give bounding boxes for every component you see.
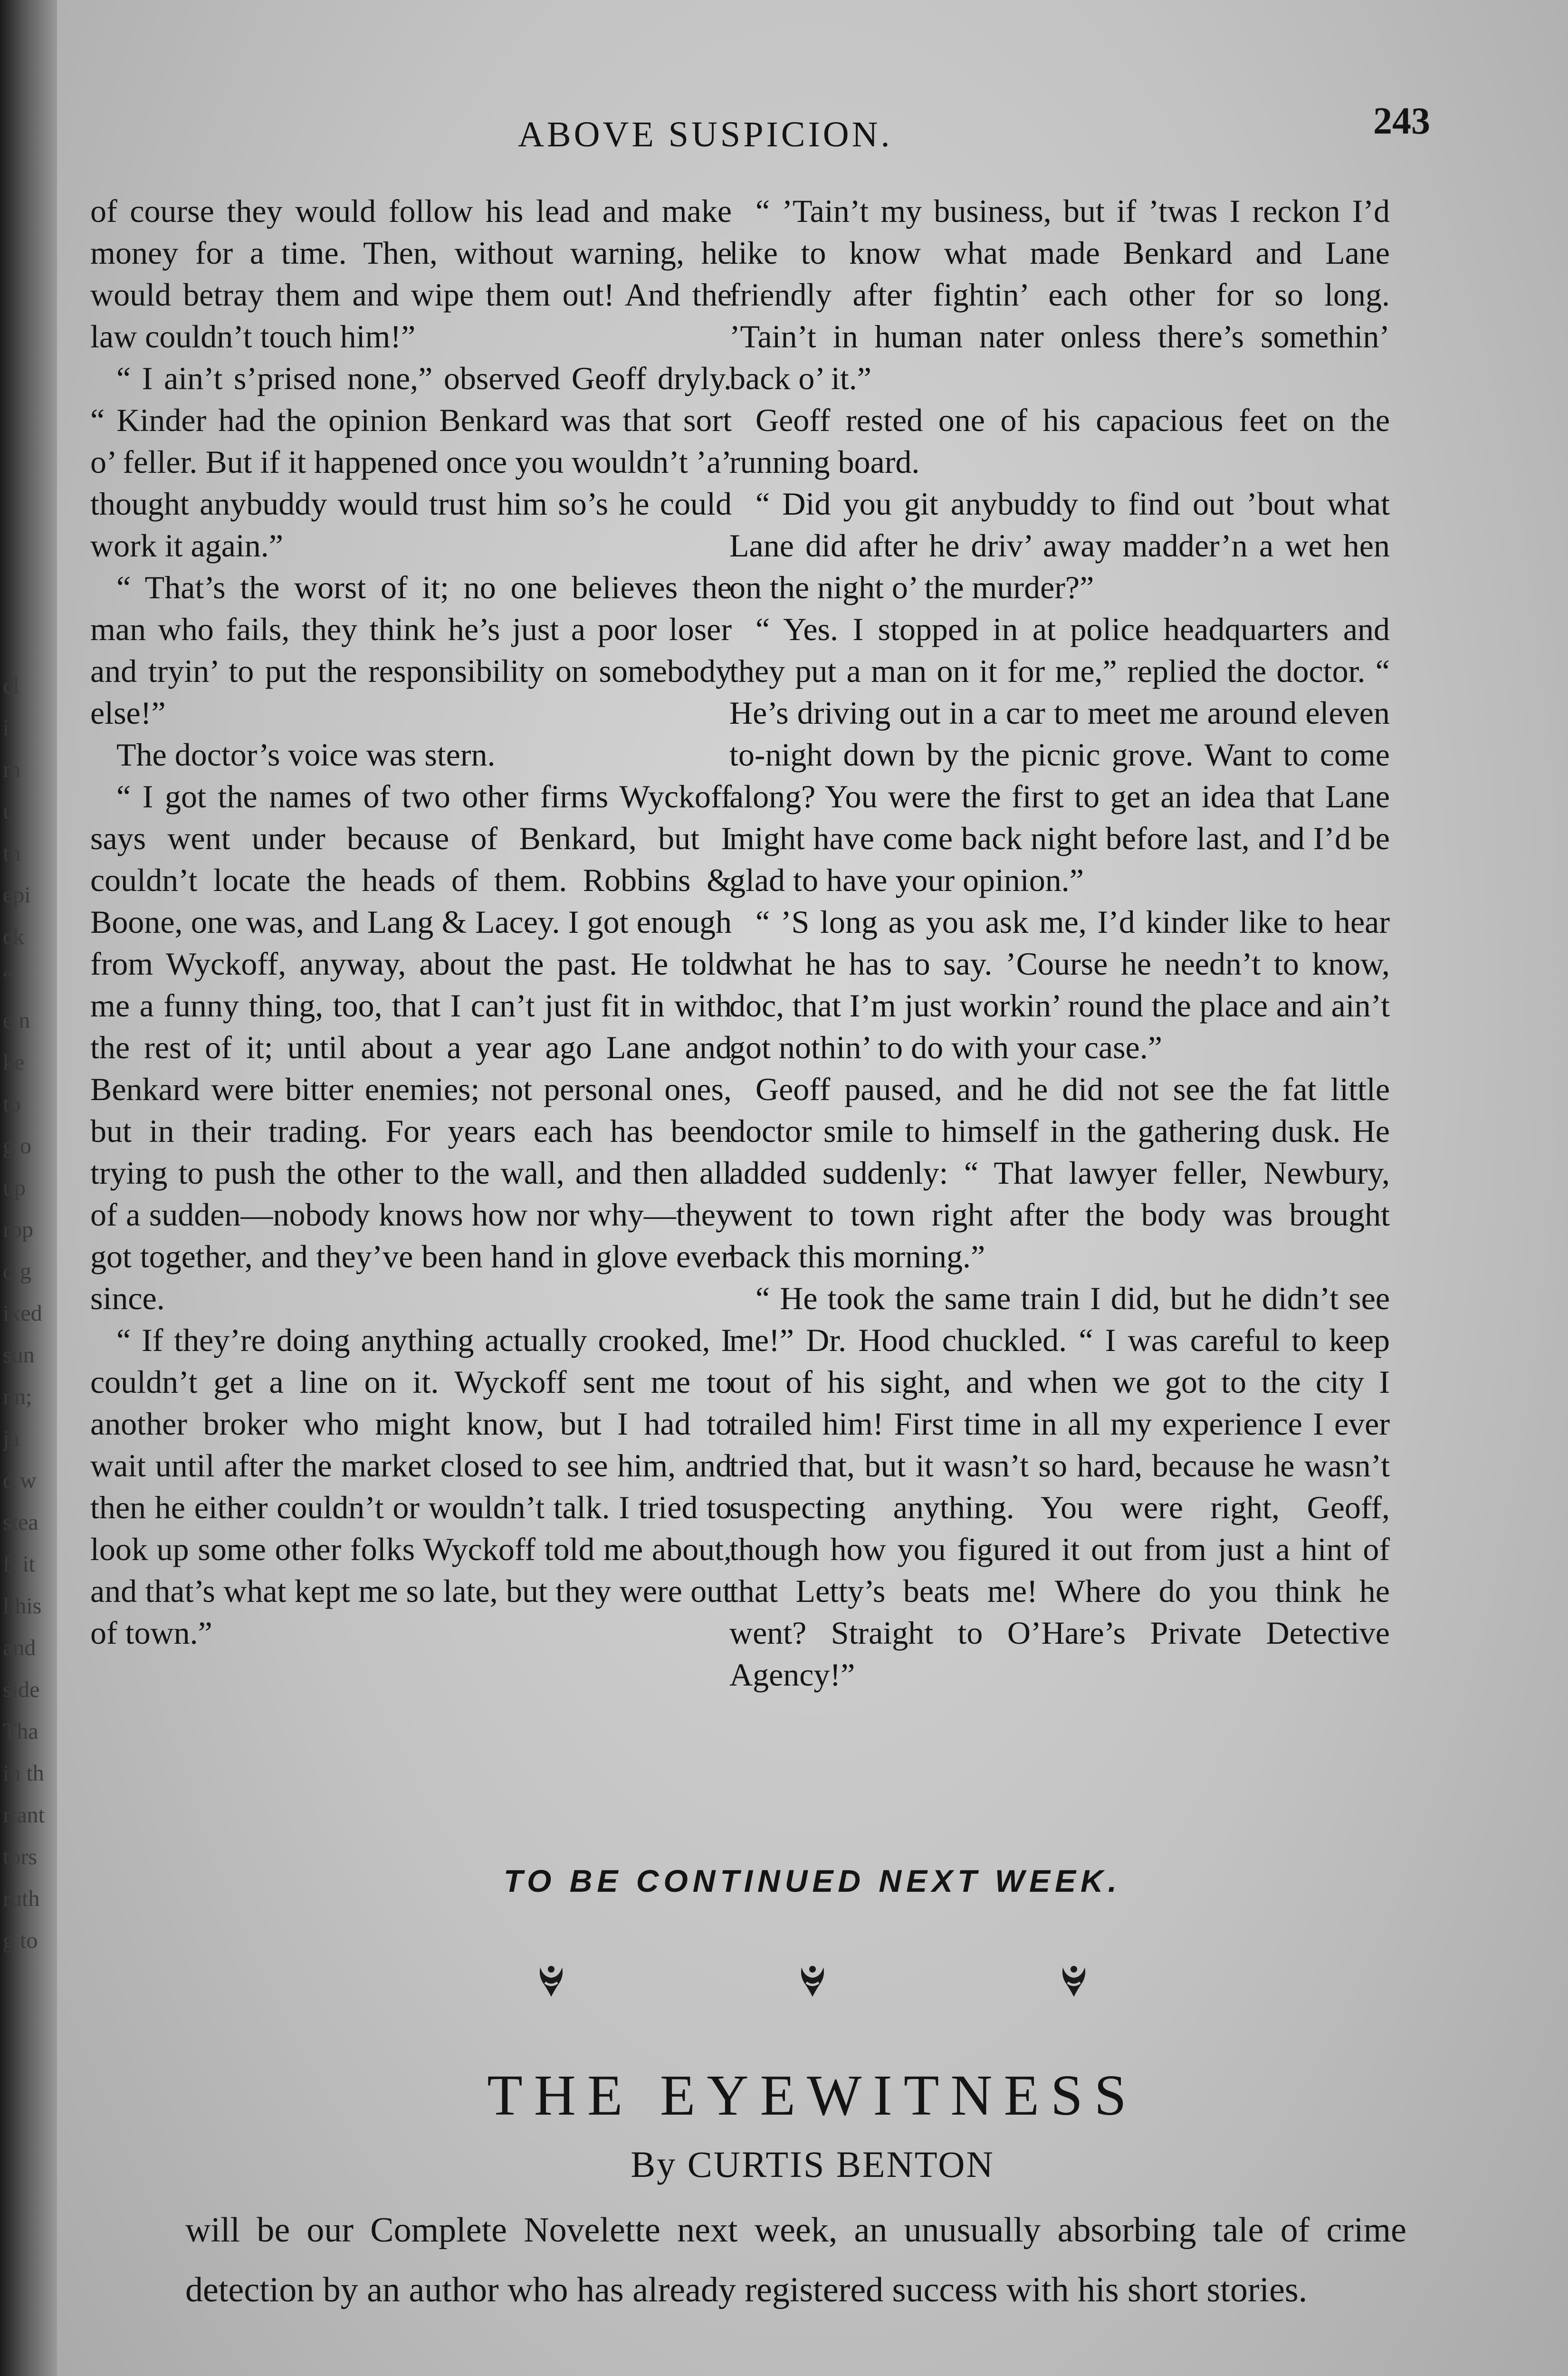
paragraph: “ If they’re doing anything actually crooked, I couldn’t get a line on it. Wyckoff sent me to another broker who might know, but I had to wait until after the market closed to see him, and then he either couldn’t or wouldn’t talk. I tried to look up some other folks Wyckoff told me about, and that’s what kept me so late, but they were out of town.” bbox=[90, 1322, 732, 1651]
next-story-title: THE EYEWITNESS bbox=[487, 2063, 1138, 2127]
spine-fragment: m bbox=[3, 757, 21, 782]
paragraph: “ ’S long as you ask me, I’d kinder like to hear what he has to say. ’Course he needn’t to know, doc, that I’m just workin’ round the place and ain’t got nothin’ to do with your case.” bbox=[729, 904, 1390, 1065]
magazine-page bbox=[57, 0, 1568, 2376]
right-column bbox=[729, 190, 1390, 1696]
spine-fragment: ixed bbox=[3, 1301, 42, 1326]
spine-fragment: g o bbox=[3, 1133, 31, 1159]
spine-fragment: cl bbox=[3, 673, 19, 699]
spine-fragment: epi bbox=[3, 882, 31, 908]
fleuron-icon bbox=[535, 1963, 568, 2001]
spine-fragment: u bbox=[3, 799, 14, 824]
spine-fragment: ck bbox=[3, 924, 25, 949]
paragraph: of course they would follow his lead and make money for a time. Then, without warning, he would betray them and wipe them out! And the law couldn’t touch him!” bbox=[90, 193, 732, 354]
ornament-row bbox=[57, 1963, 1568, 2001]
to-be-continued: TO BE CONTINUED NEXT WEEK. bbox=[503, 1863, 1122, 1898]
paragraph: “ He took the same train I did, but he didn’t see me!” Dr. Hood chuckled. “ I was careful to keep out of his sight, and when we got to the city I trailed him! First time in all my experience I ever tried that, but it wasn’t so hard, because he wasn’t suspecting anything. You were right, Geoff, though how you figured it out from just a hint of that Letty’s beats me! Where do you think he went? Straight to O’Hare’s Private Detective Agency!” bbox=[729, 1280, 1390, 1693]
spine-fragment: ja bbox=[3, 1426, 19, 1451]
fleuron-icon bbox=[1057, 1963, 1090, 2001]
spine-fragment: d w bbox=[3, 1468, 37, 1493]
spine-fragment: up bbox=[3, 1175, 26, 1200]
book-spine bbox=[0, 0, 57, 2376]
paragraph: “ I got the names of two other firms Wyckoff says went under because of Benkard, but I couldn’t locate the heads of them. Robbins & Boone, one was, and Lang & Lacey. I got enough from Wyckoff, anyway, about the past. He told me a funny thing, too, that I can’t just fit in with the rest of it; until about a year ago Lane and Benkard were bitter enemies; not personal ones, but in their trading. For years each has been trying to push the other to the wall, and then all of a sudden—nobody knows how nor why—they got together, and they’ve been hand in glove ever since. bbox=[90, 778, 732, 1316]
spine-fragment: and bbox=[3, 1635, 36, 1660]
spine-fragment: l his bbox=[3, 1593, 42, 1619]
spine-fragment: Tha bbox=[3, 1719, 38, 1744]
spine-fragment: e n bbox=[3, 1008, 30, 1033]
page-number: 243 bbox=[1373, 100, 1430, 142]
next-story-blurb: will be our Complete Novelette next week, an unusually absorbing tale of crime detection by an author who has already registered success with his short stories. bbox=[185, 2211, 1406, 2309]
spine-fragment: ke bbox=[3, 1050, 25, 1075]
spine-fragment: o g bbox=[3, 1259, 31, 1284]
spine-fragment: “ bbox=[3, 966, 13, 991]
spine-fragment: rop bbox=[3, 1217, 33, 1242]
paragraph: “ Did you git anybuddy to find out ’bout what Lane did after he driv’ away madder’n a wet hen on the night o’ the murder?” bbox=[729, 486, 1390, 605]
paragraph: “ ’Tain’t my business, but if ’twas I reckon I’d like to know what made Benkard and Lane friendly after fightin’ each other for so long. ’Tain’t in human nater onless there’s somethin’ back o’ it.” bbox=[729, 193, 1390, 396]
paragraph: “ I ain’t s’prised none,” observed Geoff dryly. “ Kinder had the opinion Benkard was that sort o’ feller. But if it happened once you wouldn’t ’a’ thought anybuddy would trust him so’s he could work it again.” bbox=[90, 360, 732, 564]
spine-fragment: f; it bbox=[3, 1552, 35, 1577]
spine-fragment: ruth bbox=[3, 1886, 40, 1911]
spine-fragment: rtant bbox=[3, 1802, 45, 1828]
paragraph: Geoff rested one of his capacious feet on the running board. bbox=[729, 402, 1390, 480]
spine-fragment: tors bbox=[3, 1844, 37, 1869]
next-story-byline: By CURTIS BENTON bbox=[631, 2144, 994, 2185]
paragraph: “ That’s the worst of it; no one believes the man who fails, they think he’s just a poor loser and tryin’ to put the responsibility on somebody else!” bbox=[90, 569, 732, 731]
spine-fragment: in th bbox=[3, 1761, 44, 1786]
paragraph: Geoff paused, and he did not see the fat little doctor smile to himself in the gathering dusk. He added suddenly: “ That lawyer feller, Newbury, went to town right after the body was brought back this morning.” bbox=[729, 1071, 1390, 1274]
spine-fragment: il bbox=[3, 715, 16, 740]
spine-fragment: sun bbox=[3, 1342, 35, 1368]
spine-fragment: g to bbox=[3, 1928, 38, 1953]
left-column bbox=[90, 190, 732, 1654]
paragraph: “ Yes. I stopped in at police headquarters and they put a man on it for me,” replied the doctor. “ He’s driving out in a car to meet me around eleven to-night down by the picnic grove. Want to come along? You were the first to get an idea that Lane might have come back night before last, and I’d be glad to have your opinion.” bbox=[729, 611, 1390, 898]
spine-fragment: to bbox=[3, 1092, 21, 1117]
paragraph: The doctor’s voice was stern. bbox=[116, 737, 496, 773]
spine-fragment: nn; bbox=[3, 1384, 32, 1409]
spine-fragment: th bbox=[3, 841, 21, 866]
spine-fragment: side bbox=[3, 1677, 40, 1702]
spine-fragment: stea bbox=[3, 1510, 38, 1535]
running-head: ABOVE SUSPICION. bbox=[518, 115, 893, 154]
fleuron-icon bbox=[796, 1963, 829, 2001]
spine-text-fragments bbox=[3, 665, 50, 1962]
